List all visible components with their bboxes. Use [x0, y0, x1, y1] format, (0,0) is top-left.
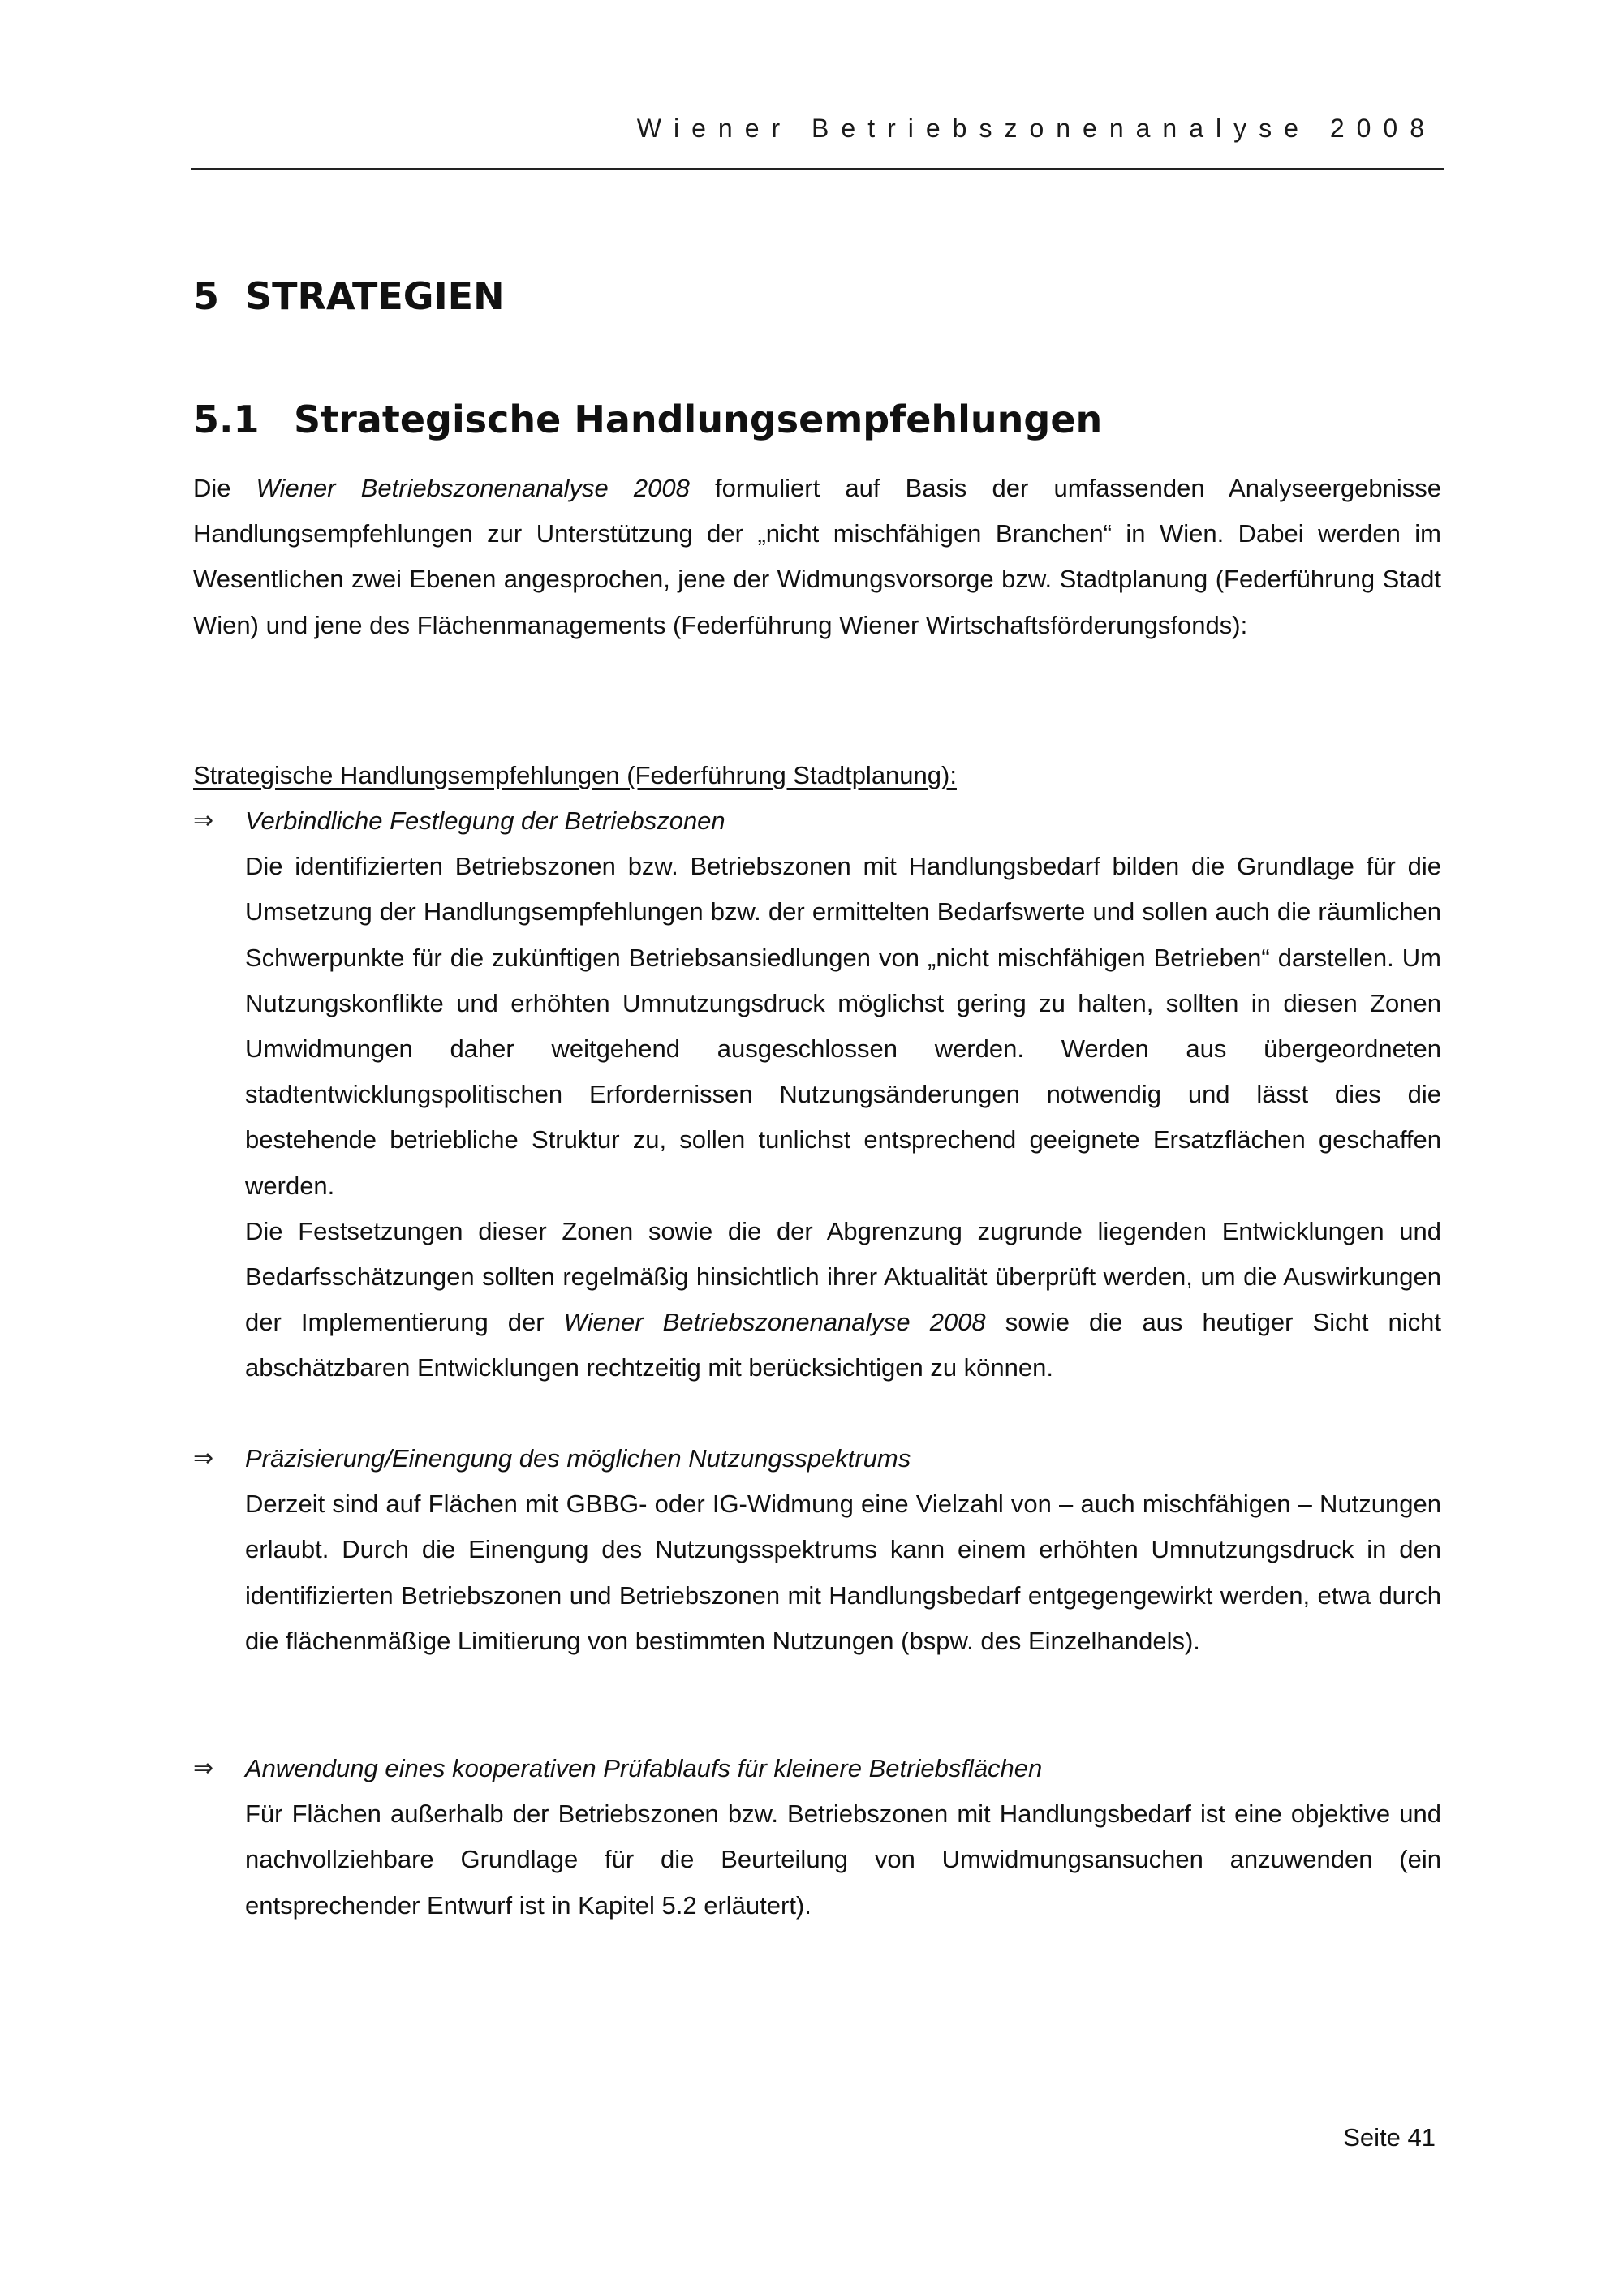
item-title: Verbindliche Festlegung der Betriebszonen [245, 806, 725, 835]
chapter-number: 5 [193, 274, 220, 318]
item-doc-title: Wiener Betriebszonenanalyse 2008 [563, 1308, 986, 1337]
subheading: Strategische Handlungsempfehlungen (Federführung Stadtplanung): [193, 761, 957, 789]
item-paragraph [245, 1209, 1441, 1391]
header-rule [191, 168, 1444, 170]
item-title: Anwendung eines kooperativen Prüfablaufs für kleinere Betriebsflächen [245, 1754, 1043, 1782]
intro-paragraph [193, 466, 1441, 648]
intro-text: formuliert auf Basis der umfassenden Analyseergebnisse Handlungsempfehlungen zur Unterstützung der „nicht mischfähigen Branchen“ in Wien. Dabei werden im Wesentlichen zwei Ebenen angesprochen, jene der Widmungsvorsorge bzw. Stadtplanung (Federführung Stadt Wien) und jene des Flächenmanagements (Federführung Wiener Wirtschaftsförderungsfonds): [193, 474, 1441, 639]
chapter-title [193, 274, 505, 318]
arrow-icon: ⇒ [193, 1754, 214, 1782]
item-paragraph: Für Flächen außerhalb der Betriebszonen bzw. Betriebszonen mit Handlungsbedarf ist eine objektive und nachvollziehbare Grundlage für die Beurteilung von Umwidmungsansuchen anzuwenden (ein entsprechender Entwurf ist in Kapitel 5.2 erläutert). [245, 1799, 1441, 1920]
running-header: Wiener Betriebszonenanalyse 2008 [636, 114, 1436, 143]
chapter-title-text: STRATEGIEN [245, 274, 505, 318]
section-title-text: Strategische Handlungsempfehlungen [294, 398, 1103, 441]
arrow-icon: ⇒ [193, 1444, 214, 1473]
section-number: 5.1 [193, 398, 260, 441]
recommendation-item [193, 1746, 1443, 1928]
recommendation-item [193, 798, 1443, 1391]
page-number: Seite 41 [1343, 2123, 1436, 2152]
item-body [245, 1791, 1441, 1928]
recommendation-item [193, 1436, 1443, 1664]
item-body [245, 1481, 1441, 1664]
intro-doc-title: Wiener Betriebszonenanalyse 2008 [256, 474, 690, 502]
item-paragraph: Die identifizierten Betriebszonen bzw. Betriebszonen mit Handlungsbedarf bilden die Grundlage für die Umsetzung der Handlungsempfehlungen bzw. der ermittelten Bedarfswerte und sollen auch die räumlichen Schwerpunkte für die zukünftigen Betriebsansiedlungen von „nicht mischfähigen Betrieben“ darstellen. Um Nutzungskonflikte und erhöhten Umnutzungsdruck möglichst gering zu halten, sollten in diesen Zonen Umwidmungen daher weitgehend ausgeschlossen werden. Werden aus übergeordneten stadtentwicklungspolitischen Erfordernissen Nutzungsänderungen notwendig und lässt dies die bestehende betriebliche Struktur zu, sollen tunlichst entsprechend geeignete Ersatzflächen geschaffen werden. [245, 852, 1441, 1200]
intro-prefix: Die [193, 474, 256, 502]
item-title: Präzisierung/Einengung des möglichen Nutzungsspektrums [245, 1444, 911, 1473]
arrow-icon: ⇒ [193, 806, 214, 835]
item-paragraph: Derzeit sind auf Flächen mit GBBG- oder IG-Widmung eine Vielzahl von – auch mischfähigen – Nutzungen erlaubt. Durch die Einengung des Nutzungsspektrums kann einem erhöhten Umnutzungsdruck in den identifizierten Betriebszonen und Betriebszonen mit Handlungsbedarf entgegengewirkt werden, etwa durch die flächenmäßige Limitierung von bestimmten Nutzungen (bspw. des Einzelhandels). [245, 1490, 1441, 1655]
item-text: sowie die aus heutiger Sicht nicht abschätzbaren Entwicklungen rechtzeitig mit berücksichtigen zu können. [245, 1308, 1441, 1382]
section-title [193, 398, 1102, 441]
item-body [245, 844, 1441, 1391]
item-text: Die Festsetzungen dieser Zonen sowie die der Abgrenzung zugrunde liegenden Entwicklungen und Bedarfsschätzungen sollten regelmäßig hinsichtlich ihrer Aktualität überprüft werden, um die Auswirkungen der Implementierung der [245, 1216, 1441, 1337]
